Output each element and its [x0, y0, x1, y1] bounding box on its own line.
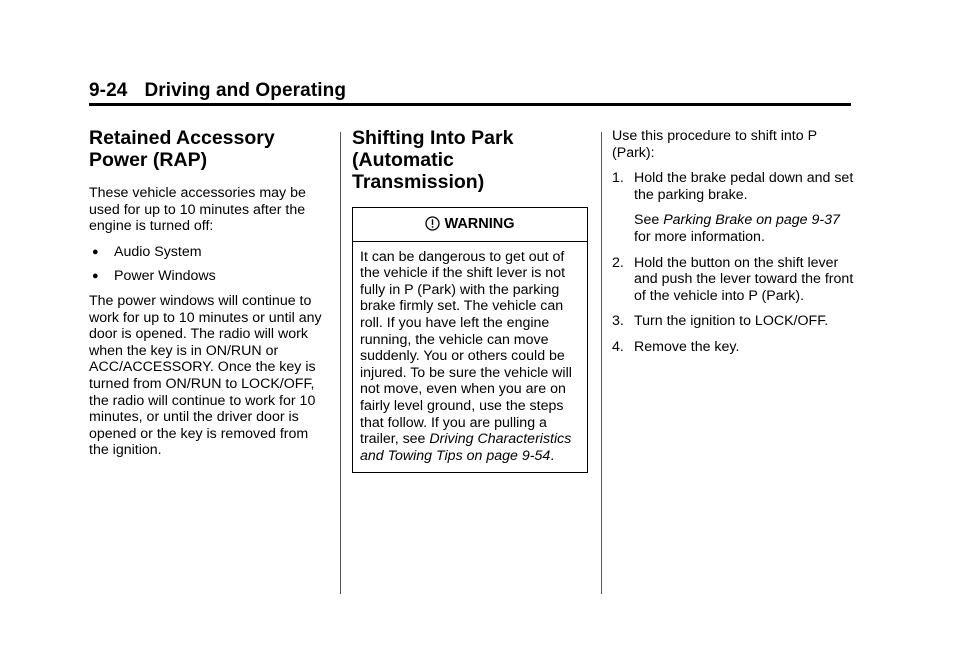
page-number: 9-24	[89, 80, 128, 101]
step-note-prefix: See	[634, 212, 664, 229]
column-shifting	[352, 127, 588, 473]
step-number: 2.	[612, 254, 624, 271]
warning-header	[353, 208, 587, 242]
bullet-text: Audio System	[114, 243, 202, 260]
page-header	[89, 80, 346, 102]
header-rule	[89, 103, 851, 106]
bullet-icon: ●	[92, 245, 99, 258]
bullet-text: Power Windows	[114, 268, 216, 285]
warning-body	[353, 242, 587, 473]
list-item	[612, 255, 856, 305]
column-divider-2	[601, 132, 602, 594]
procedure-intro: Use this procedure to shift into P (Park):	[612, 128, 817, 161]
bullet-icon: ●	[92, 270, 99, 283]
step-note	[634, 212, 856, 245]
step-number: 1.	[612, 170, 624, 187]
list-item	[612, 170, 856, 245]
list-item	[612, 313, 856, 330]
step-text: Remove the key.	[634, 338, 740, 355]
shifting-heading: Shifting Into Park (Automatic Transmission)	[352, 127, 514, 193]
list-item	[89, 244, 329, 261]
rap-bullet-list	[89, 244, 329, 285]
column-divider-1	[340, 132, 341, 594]
warning-text: It can be dangerous to get out of the vehicle if the shift lever is not fully in P (Park) with the parking brake firmly set. The vehicle can roll. If you have left the engine running, the vehicle can move suddenly. You or others could be injured. To be sure the vehicle will not move, even when you are on fairly level ground, use the steps that follow. If you are pulling a trailer, see	[360, 248, 572, 448]
list-item	[612, 339, 856, 356]
column-procedure	[612, 128, 856, 365]
step-number: 4.	[612, 338, 624, 355]
warning-end: .	[550, 447, 555, 464]
list-item	[89, 268, 329, 285]
warning-reference-link[interactable]: Driving Characteristics and Towing Tips on page 9-54	[360, 431, 572, 464]
warning-box	[352, 207, 588, 473]
rap-body: The power windows will continue to work for up to 10 minutes or until any door is opened. The radio will work when the key is in ON/RUN or ACC/ACCESSORY. Once the key is turned from ON/RUN to LOCK/OFF, the radio will continue to work for 10 minutes, or until the driver door is opened or the key is removed from the ignition.	[89, 292, 322, 459]
column-rap	[89, 127, 329, 468]
rap-intro: These vehicle accessories may be used for up to 10 minutes after the engine is turned off:	[89, 185, 306, 235]
step-text: Hold the brake pedal down and set the parking brake.	[634, 170, 854, 203]
warning-label: WARNING	[444, 216, 515, 232]
warning-triangle-icon	[425, 216, 440, 231]
step-note-suffix: for more information.	[634, 228, 765, 245]
parking-brake-reference-link[interactable]: Parking Brake on page 9-37	[663, 212, 840, 229]
section-title: Driving and Operating	[144, 80, 347, 101]
step-number: 3.	[612, 313, 624, 330]
step-text: Hold the button on the shift lever and push the lever toward the front of the vehicle into P (Park).	[634, 254, 854, 304]
rap-heading: Retained Accessory Power (RAP)	[89, 127, 275, 171]
step-text: Turn the ignition to LOCK/OFF.	[634, 313, 829, 330]
procedure-steps	[612, 170, 856, 355]
